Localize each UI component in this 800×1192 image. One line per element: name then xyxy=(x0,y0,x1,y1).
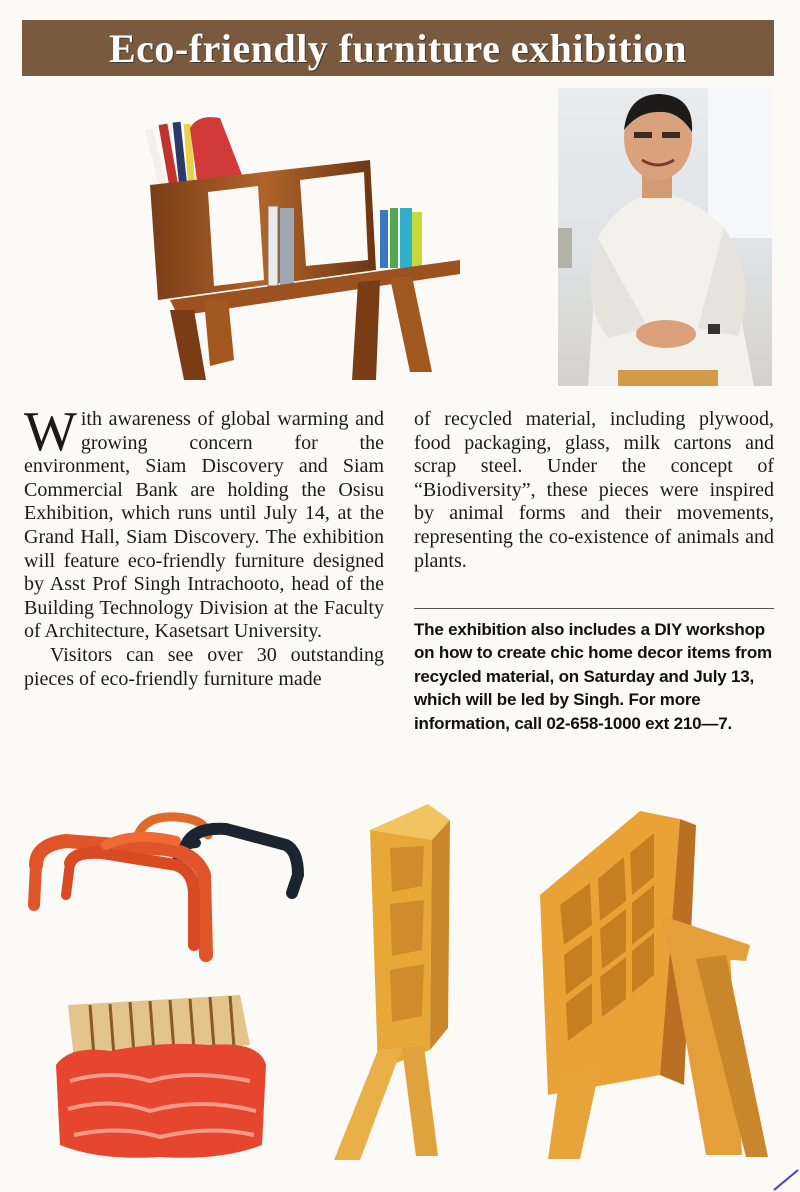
article-paragraph-2-continued: of recycled material, including plywood, food packaging, glass, milk cartons and scrap steel. Under the concept of “Biodiversity”, these pieces were inspired by animal forms and their movements, representing the co-existence of animals and plants. xyxy=(414,408,774,572)
workshop-info-text: The exhibition also includes a DIY workshop on how to create chic home decor items from recycled material, on Saturday and July 13, which will be led by Singh. For more information, call 02-658-1000 ext 210—7. xyxy=(414,620,772,733)
bookshelf-animal-image xyxy=(140,110,470,390)
drop-cap: W xyxy=(24,401,77,463)
headline-bar xyxy=(22,20,774,76)
workshop-info-box xyxy=(414,618,774,735)
page-corner-mark xyxy=(770,1162,800,1192)
recycled-block-stool-image xyxy=(50,985,270,1165)
article-paragraph-1: With awareness of global warming and growing concern for the environment, Siam Discovery and Siam Commercial Bank are holding the Osisu Exhibition, which runs until July 14, at the Grand Hall, Siam Discovery. The exhibition will feature eco-friendly furniture designed by Asst Prof Singh Intrachooto, head of the Building Technology Division at the Faculty of Architecture, Kasetsart University. xyxy=(24,401,384,643)
recycled-benches-image xyxy=(26,805,316,965)
designer-portrait-photo xyxy=(558,88,772,386)
article-paragraph-2: Visitors can see over 30 outstanding pieces of eco-friendly furniture made xyxy=(24,643,384,690)
article-column-left xyxy=(24,401,384,691)
grid-shelf-creature-image xyxy=(520,805,770,1165)
headline: Eco-friendly furniture exhibition xyxy=(109,25,687,71)
article-column-right xyxy=(414,408,774,573)
sidebar-divider xyxy=(414,608,774,609)
tall-giraffe-shelf-image xyxy=(320,800,470,1170)
